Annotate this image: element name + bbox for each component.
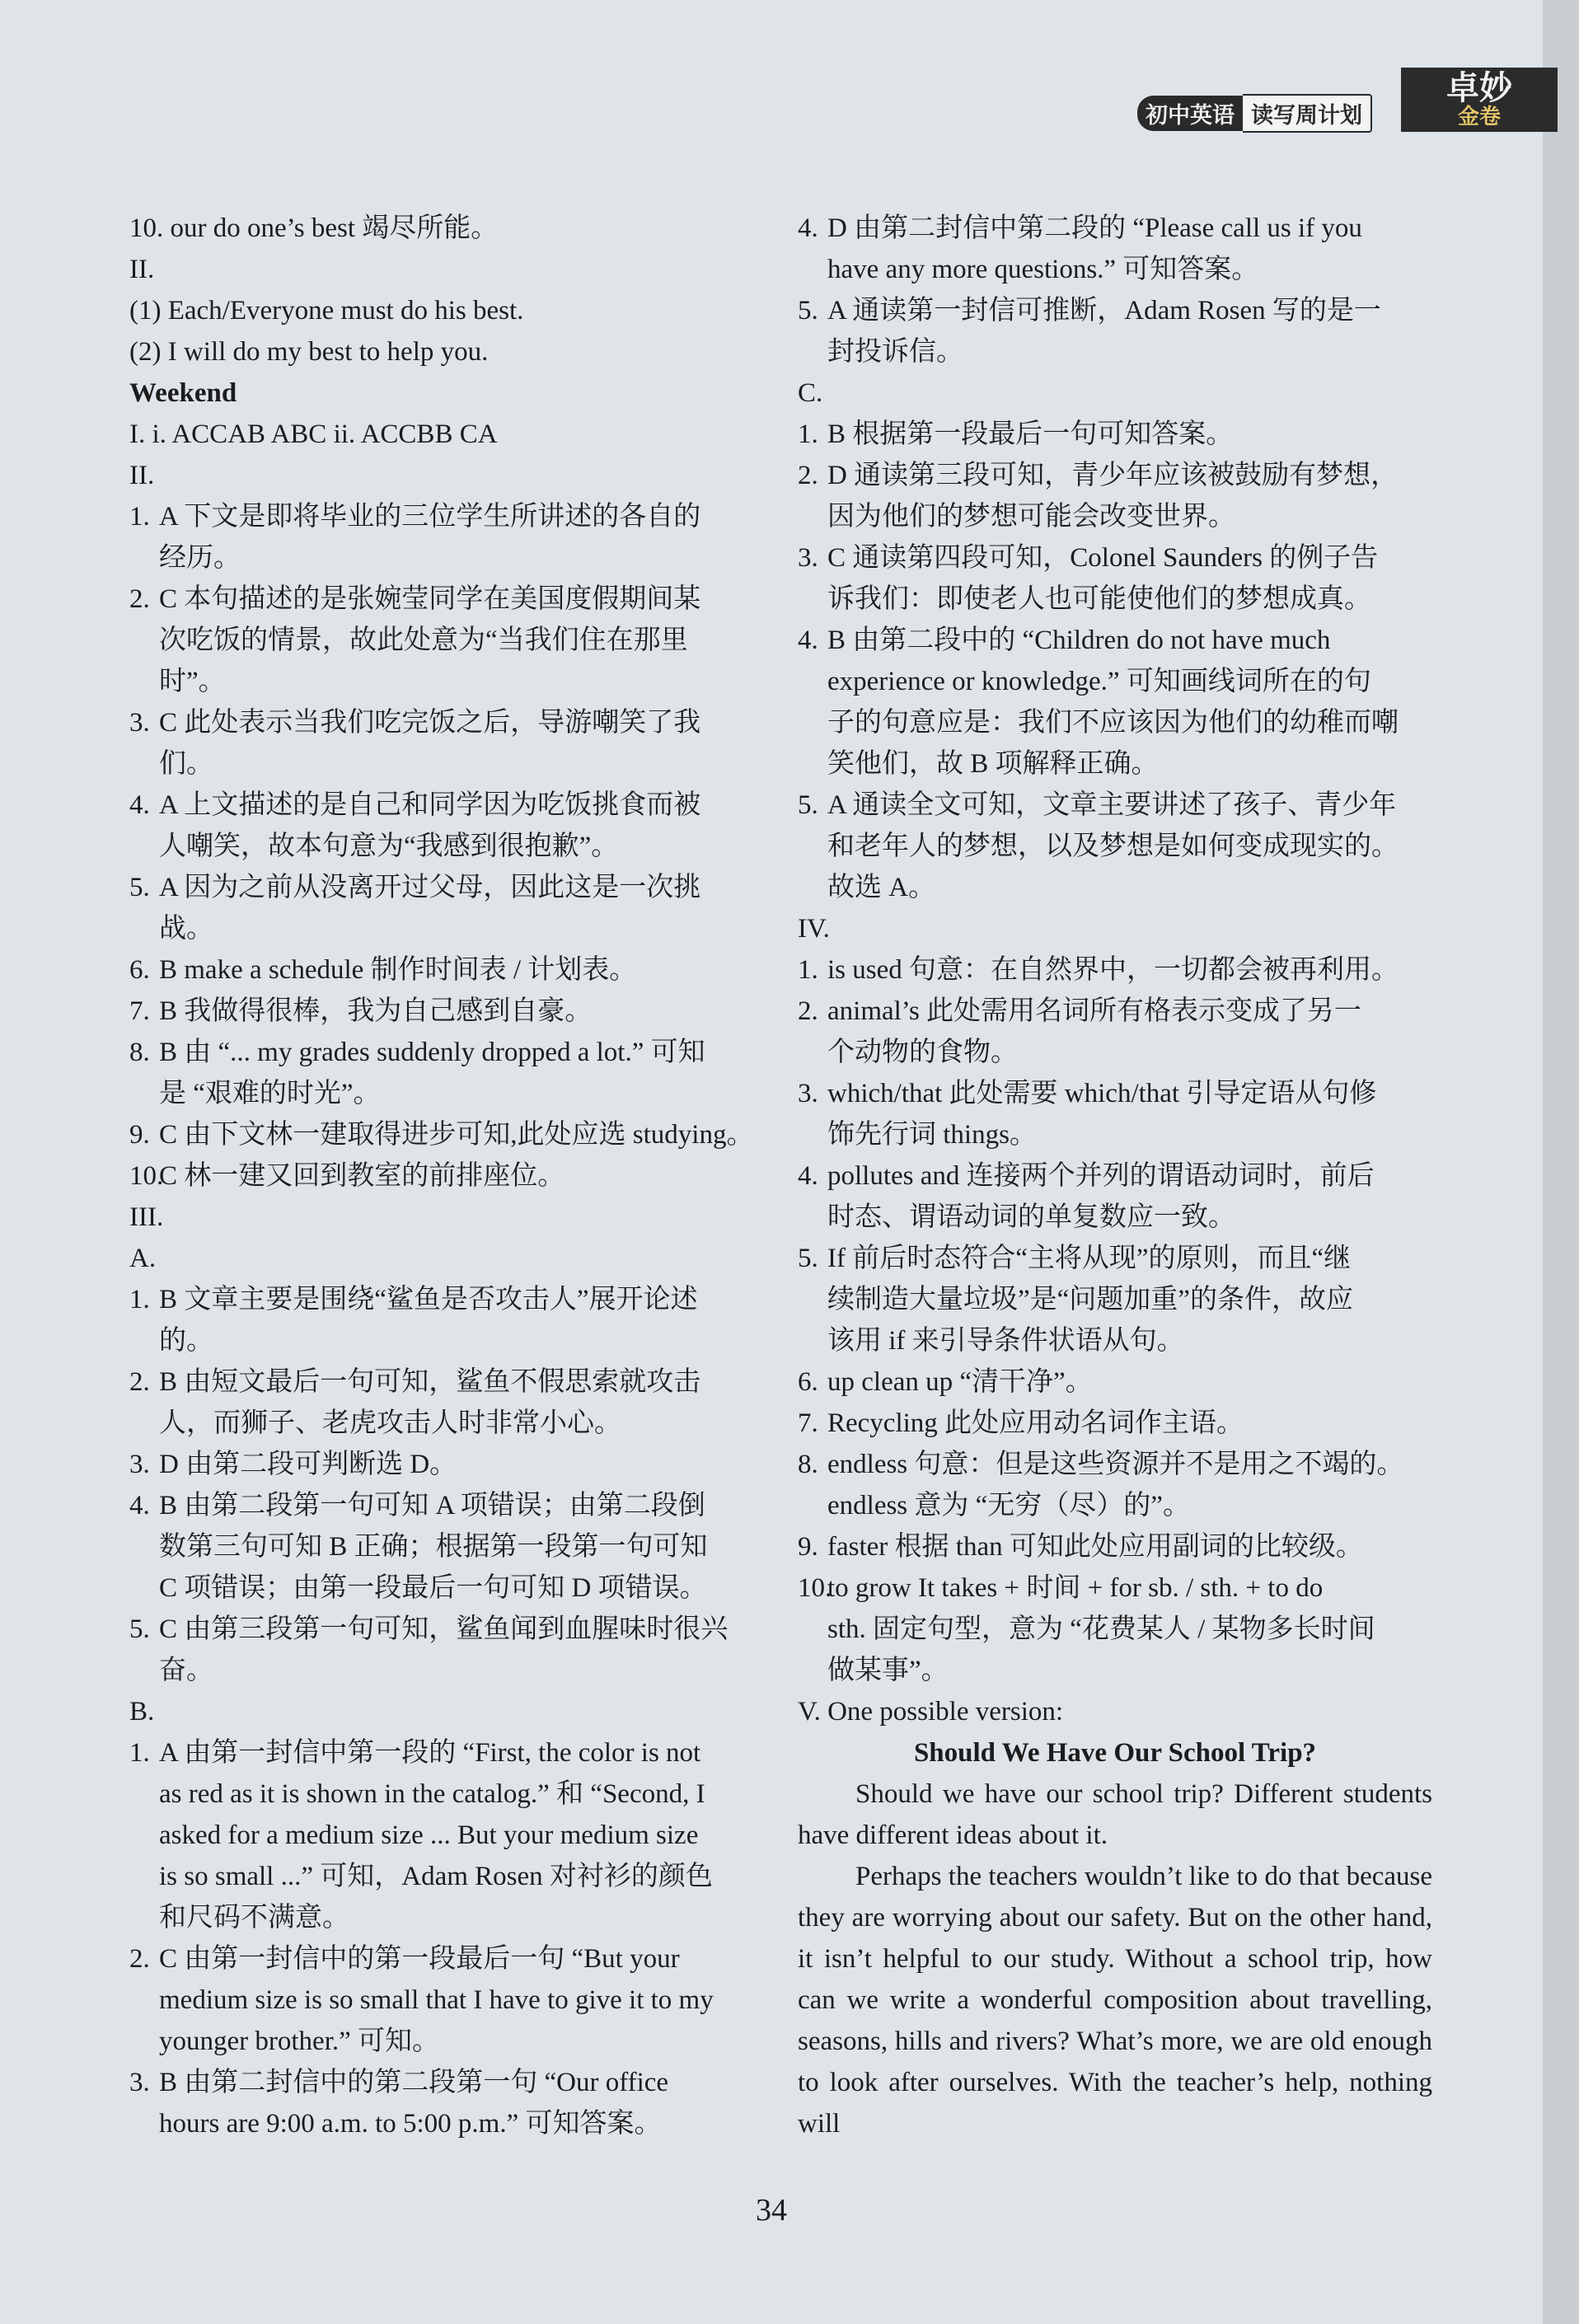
answer-item (129, 579, 764, 702)
item-text-line: 是 “艰难的时光”。 (159, 1079, 381, 1108)
item-text-line: Recycling 此处应用动名词作主语。 (827, 1408, 1244, 1438)
answer-item (129, 1485, 764, 1609)
item-number: 4. (129, 790, 150, 820)
item-text-line: 饰先行词 things。 (827, 1120, 1037, 1150)
item-text-line: C 本句描述的是张婉莹同学在美国度假期间某 (159, 584, 701, 614)
item-text-line: 和尺码不满意。 (159, 1903, 349, 1933)
item-text-line: which/that 此处需要 which/that 引导定语从句修 (827, 1079, 1377, 1108)
item-number: 9. (798, 1532, 818, 1562)
item-number: 6. (129, 955, 150, 985)
item-text-line: endless 意为 “无穷（尽）的”。 (827, 1491, 1190, 1520)
item-number: 3. (129, 708, 150, 738)
item-text-line: C 林一建又回到教室的前排座位。 (159, 1161, 565, 1191)
text-line: IV. (798, 914, 830, 944)
item-text-line: 时”。 (159, 667, 226, 696)
item-text-line: animal’s 此处需用名词所有格表示变成了另一 (827, 996, 1362, 1026)
text-line: I. i. ACCAB ABC ii. ACCBB CA (129, 419, 498, 449)
answer-item (798, 1361, 1432, 1403)
text-line: C. (798, 378, 823, 408)
item-number: 2. (129, 584, 150, 614)
item-text-line: B 由第二段中的 “Children do not have much (827, 626, 1331, 655)
text-line: B. (129, 1697, 155, 1727)
item-number: 1. (129, 1738, 150, 1768)
section-heading: Weekend (129, 378, 237, 408)
answer-item (798, 1567, 1432, 1691)
item-number: 1. (129, 502, 150, 532)
text-line: V. One possible version: (798, 1697, 1064, 1727)
item-text-line: B 根据第一段最后一句可知答案。 (827, 419, 1234, 449)
series-subtitle: 读写周计划 (1243, 94, 1372, 133)
essay-title: Should We Have Our School Trip? (913, 1738, 1317, 1768)
item-number: 2. (798, 996, 818, 1026)
item-number: 4. (129, 1491, 150, 1520)
item-text-line: 因为他们的梦想可能会改变世界。 (827, 502, 1235, 532)
item-text-line: 奋。 (159, 1656, 213, 1685)
item-text-line: B 文章主要是围绕“鲨鱼是否攻击人”展开论述 (159, 1285, 698, 1314)
item-text-line: If 前后时态符合“主将从现”的原则，而且“继 (827, 1244, 1352, 1273)
answer-item (798, 1526, 1432, 1567)
item-text-line: 人嘲笑，故本句意为“我感到很抱歉”。 (159, 832, 619, 861)
answer-item (129, 1279, 764, 1361)
item-number: 2. (129, 1944, 150, 1974)
item-text-line: 个动物的食物。 (827, 1038, 1018, 1067)
logo-brand-text: 卓妙 (1446, 69, 1512, 107)
item-text-line: 该用 if 来引导条件状语从句。 (827, 1326, 1184, 1356)
item-number: 7. (129, 996, 150, 1026)
left-answer-column (129, 208, 764, 2144)
text-line: II. (129, 255, 155, 284)
item-number: 3. (798, 1079, 818, 1108)
item-text-line: A 下文是即将毕业的三位学生所讲述的各自的 (159, 502, 701, 532)
answer-item (798, 1403, 1432, 1444)
item-number: 4. (798, 1161, 818, 1191)
item-text-line: hours are 9:00 a.m. to 5:00 p.m.” 可知答案。 (159, 2109, 662, 2139)
item-text-line: A 上文描述的是自己和同学因为吃饭挑食而被 (159, 790, 701, 820)
item-text-line: is used 句意：在自然界中，一切都会被再利用。 (827, 955, 1399, 985)
item-number: 3. (129, 1450, 150, 1479)
page-edge-shadow (1543, 0, 1579, 2324)
answer-item (129, 1938, 764, 2062)
text-line: III. (129, 1202, 164, 1232)
item-text-line: 时态、谓语动词的单复数应一致。 (827, 1202, 1235, 1232)
item-text-line: B 由短文最后一句可知，鲨鱼不假思索就攻击 (159, 1367, 701, 1397)
answer-item (798, 949, 1432, 991)
answer-item (129, 991, 764, 1032)
text-line: A. (129, 1244, 157, 1273)
answer-item (129, 1444, 764, 1485)
page-header (1137, 64, 1563, 134)
item-text-line: 们。 (159, 749, 213, 779)
page-number: 34 (756, 2193, 787, 2228)
item-number: 8. (798, 1450, 818, 1479)
item-number: 6. (798, 1367, 818, 1397)
item-number: 2. (798, 461, 818, 490)
answer-item (798, 455, 1432, 537)
item-text-line: 诉我们：即使老人也可能使他们的梦想成真。 (827, 584, 1371, 614)
brand-logo (1401, 68, 1558, 132)
answer-item (129, 1361, 764, 1444)
item-number: 2. (129, 1367, 150, 1397)
answer-item (129, 949, 764, 991)
answer-item (798, 1238, 1432, 1361)
item-text-line: faster 根据 than 可知此处应用副词的比较级。 (827, 1532, 1363, 1562)
item-text-line: A 通读第一封信可推断，Adam Rosen 写的是一 (827, 296, 1381, 326)
answer-item (129, 1609, 764, 1691)
item-text-line: sth. 固定句型，意为 “花费某人 / 某物多长时间 (827, 1614, 1375, 1644)
text-line: 10. our do one’s best 竭尽所能。 (129, 213, 499, 243)
item-text-line: have any more questions.” 可知答案。 (827, 255, 1259, 284)
answer-item (798, 620, 1432, 785)
answer-item (798, 208, 1432, 290)
item-text-line: 故选 A。 (827, 873, 936, 902)
item-number: 8. (129, 1038, 150, 1067)
item-text-line: experience or knowledge.” 可知画线词所在的句 (827, 667, 1371, 696)
answer-item (798, 785, 1432, 908)
right-answer-list (798, 208, 1432, 1732)
answer-item (129, 1155, 764, 1197)
item-text-line: C 由下文林一建取得进步可知,此处应选 studying。 (159, 1120, 754, 1150)
answer-item (129, 2062, 764, 2144)
answer-item (798, 1155, 1432, 1238)
item-text-line: 人，而狮子、老虎攻击人时非常小心。 (159, 1408, 621, 1438)
item-text-line: D 通读第三段可知，青少年应该被鼓励有梦想， (827, 461, 1399, 490)
item-number: 10. (129, 1161, 164, 1191)
item-text-line: pollutes and 连接两个并列的谓语动词时，前后 (827, 1161, 1375, 1191)
item-text-line: endless 句意：但是这些资源并不是用之不竭的。 (827, 1450, 1404, 1479)
answer-item (129, 867, 764, 949)
item-text-line: A 由第一封信中第一段的 “First, the color is not (159, 1738, 701, 1768)
text-line: II. (129, 461, 155, 490)
item-text-line: B make a schedule 制作时间表 / 计划表。 (159, 955, 637, 985)
answer-item (798, 290, 1432, 372)
item-text-line: 经历。 (159, 543, 241, 573)
item-text-line: is so small ...” 可知，Adam Rosen 对衬衫的颜色 (159, 1862, 713, 1891)
answer-item (798, 1073, 1432, 1155)
right-answer-column (798, 208, 1432, 2144)
item-number: 5. (129, 873, 150, 902)
answer-item (798, 991, 1432, 1073)
item-number: 10. (798, 1573, 832, 1603)
answer-item (129, 496, 764, 579)
item-number: 9. (129, 1120, 150, 1150)
essay-paragraph-2: Perhaps the teachers wouldn’t like to do that because they are worrying about our safety. But on the other hand, it isn’t helpful to our study. Without a school trip, how can we write a wonderful composition about travelling, seasons, hills and rivers? What’s more, we are old enough to look after ourselves. With the teacher’s help, nothing will (798, 1862, 1432, 2139)
item-text-line: C 此处表示当我们吃完饭之后，导游嘲笑了我 (159, 708, 701, 738)
series-title: 初中英语 (1137, 96, 1243, 131)
answer-item (129, 1032, 764, 1114)
item-text-line: C 由第三段第一句可知，鲨鱼闻到血腥味时很兴 (159, 1614, 729, 1644)
item-text-line: C 项错误；由第一段最后一句可知 D 项错误。 (159, 1573, 707, 1603)
item-number: 4. (798, 626, 818, 655)
item-text-line: B 由 “... my grades suddenly dropped a lot.” 可知 (159, 1038, 705, 1067)
item-number: 4. (798, 213, 818, 243)
item-text-line: to grow It takes + 时间 + for sb. / sth. + to do (827, 1573, 1324, 1603)
logo-sub-text: 金卷 (1457, 105, 1501, 129)
item-text-line: C 由第一封信中的第一段最后一句 “But your (159, 1944, 680, 1974)
item-text-line: A 因为之前从没离开过父母，因此这是一次挑 (159, 873, 701, 902)
item-text-line: A 通读全文可知，文章主要讲述了孩子、青少年 (827, 790, 1397, 820)
item-number: 7. (798, 1408, 818, 1438)
answer-item (129, 1732, 764, 1938)
answer-item (798, 537, 1432, 620)
item-text-line: 的。 (159, 1326, 213, 1356)
item-text-line: younger brother.” 可知。 (159, 2026, 440, 2056)
item-text-line: D 由第二段可判断选 D。 (159, 1450, 457, 1479)
item-number: 1. (798, 955, 818, 985)
answer-item (129, 702, 764, 785)
item-text-line: B 由第二段第一句可知 A 项错误；由第二段倒 (159, 1491, 705, 1520)
item-text-line: D 由第二封信中第二段的 “Please call us if you (827, 213, 1362, 243)
item-number: 5. (798, 296, 818, 326)
answer-item (129, 785, 764, 867)
item-text-line: 笑他们，故 B 项解释正确。 (827, 749, 1159, 779)
item-number: 5. (798, 1244, 818, 1273)
item-text-line: 战。 (159, 914, 213, 944)
item-text-line: medium size is so small that I have to give it to my (159, 1985, 714, 2015)
answer-item (798, 414, 1432, 455)
text-line: (2) I will do my best to help you. (129, 337, 489, 367)
item-text-line: 数第三句可知 B 正确；根据第一段第一句可知 (159, 1532, 708, 1562)
item-number: 5. (129, 1614, 150, 1644)
item-text-line: 封投诉信。 (827, 337, 963, 367)
item-text-line: up clean up “清干净”。 (827, 1367, 1093, 1397)
item-text-line: B 由第二封信中的第二段第一句 “Our office (159, 2068, 669, 2097)
text-line: (1) Each/Everyone must do his best. (129, 296, 524, 326)
item-number: 1. (129, 1285, 150, 1314)
answer-item (798, 1444, 1432, 1526)
series-title-banner (1137, 96, 1372, 130)
item-text-line: 和老年人的梦想，以及梦想是如何变成现实的。 (827, 832, 1399, 861)
item-text-line: asked for a medium size ... But your medium size (159, 1820, 699, 1850)
item-text-line: C 通读第四段可知，Colonel Saunders 的例子告 (827, 543, 1379, 573)
item-text-line: as red as it is shown in the catalog.” 和 “Second, I (159, 1779, 705, 1809)
item-number: 5. (798, 790, 818, 820)
item-number: 1. (798, 419, 818, 449)
item-text-line: 次吃饭的情景，故此处意为“当我们住在那里 (159, 626, 688, 655)
item-number: 3. (129, 2068, 150, 2097)
item-text-line: 做某事”。 (827, 1656, 949, 1685)
item-number: 3. (798, 543, 818, 573)
item-text-line: 子的句意应是：我们不应该因为他们的幼稚而嘲 (827, 708, 1399, 738)
answer-item (129, 1114, 764, 1155)
item-text-line: 续制造大量垃圾”是“问题加重”的条件，故应 (827, 1285, 1353, 1314)
item-text-line: B 我做得很棒，我为自己感到自豪。 (159, 996, 593, 1026)
essay-paragraph-1: Should we have our school trip? Different students have different ideas about it. (798, 1779, 1432, 1850)
